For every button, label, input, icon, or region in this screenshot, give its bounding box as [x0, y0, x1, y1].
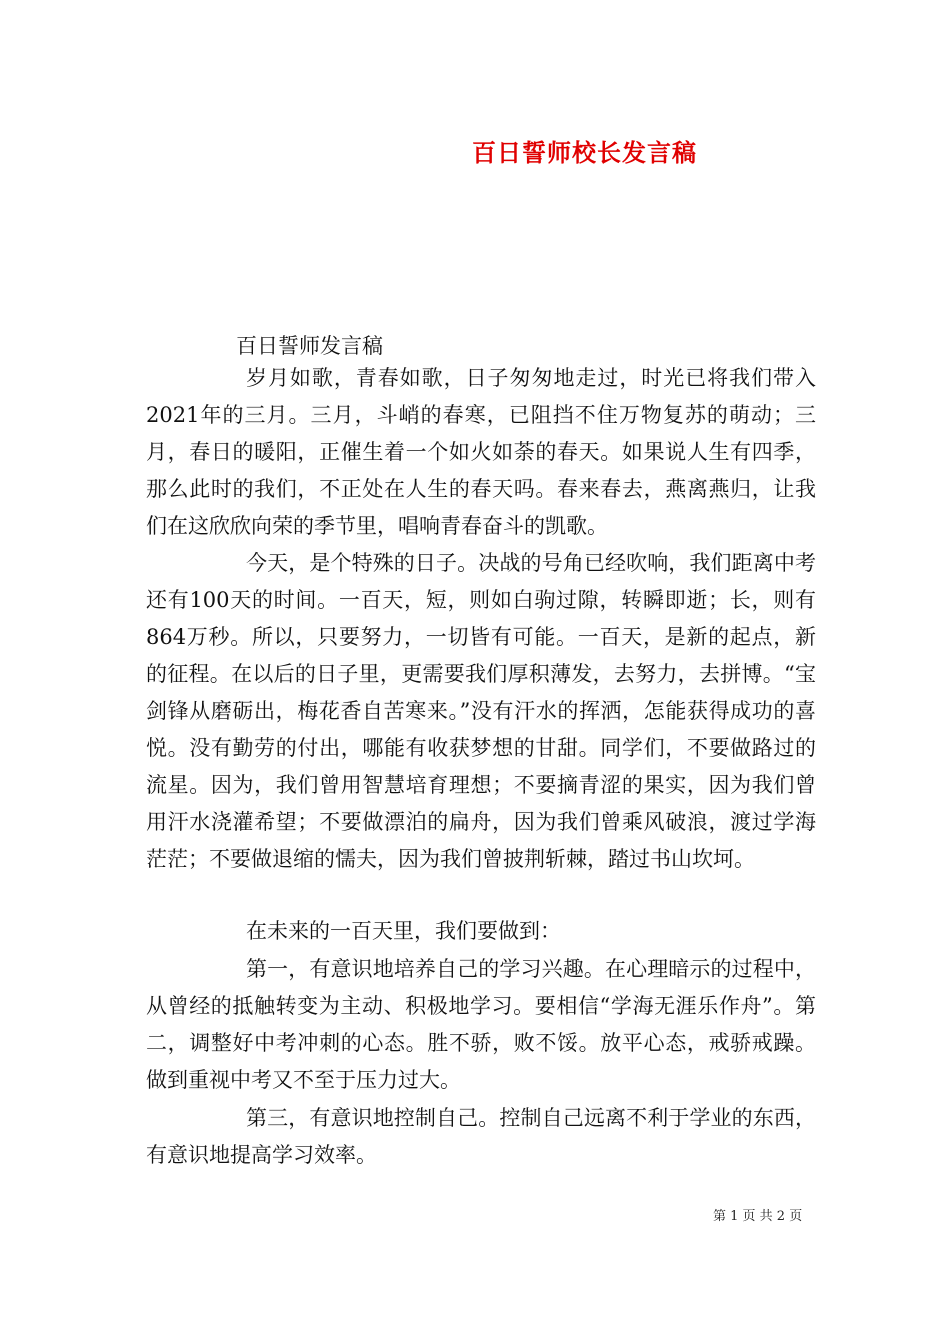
paragraph: 今天，是个特殊的日子。决战的号角已经吹响，我们距离中考还有100天的时间。一百天，短，则如白驹过隙，转瞬即逝；长，则有864万秒。所以，只要努力，一切皆有可能。一百天，是新的起点，新的征程。在以后的日子里，更需要我们厚积薄发，去努力，去拼博。“宝剑锋从磨砺出，梅花香自苦寒来。”没有汗水的挥洒，怎能获得成功的喜悦。没有勤劳的付出，哪能有收获梦想的甘甜。同学们，不要做路过的流星。因为，我们曾用智慧培育理想；不要摘青涩的果实，因为我们曾用汗水浇灌希望；不要做漂泊的扁舟，因为我们曾乘风破浪，渡过学海茫茫；不要做退缩的懦夫，因为我们曾披荆斩棘，踏过书山坎坷。: [146, 551, 816, 871]
page-title: 百日誓师校长发言稿: [472, 138, 697, 167]
page-number: 第 1 页 共 2 页: [713, 1209, 803, 1224]
paragraph: 第三，有意识地控制自己。控制自己远离不利于学业的东西，有意识地提高学习效率。: [146, 1106, 816, 1167]
paragraph: 第一，有意识地培养自己的学习兴趣。在心理暗示的过程中，从曾经的抵触转变为主动、积极地学习。要相信“学海无涯乐作舟”。第二，调整好中考冲刺的心态。胜不骄，败不馁。放平心态，戒骄戒躁。做到重视中考又不至于压力过大。: [146, 957, 816, 1092]
paragraph: 岁月如歌，青春如歌，日子匆匆地走过，时光已将我们带入2021年的三月。三月，斗峭的春寒，已阻挡不住万物复苏的萌动；三月，春日的暖阳，正催生着一个如火如荼的春天。如果说人生有四季，那么此时的我们，不正处在人生的春天吗。春来春去，燕离燕归，让我们在这欣欣向荣的季节里，唱响青春奋斗的凯歌。: [146, 366, 816, 538]
document-subtitle: 百日誓师发言稿: [236, 334, 383, 358]
paragraph: 在未来的一百天里，我们要做到：: [246, 919, 561, 943]
